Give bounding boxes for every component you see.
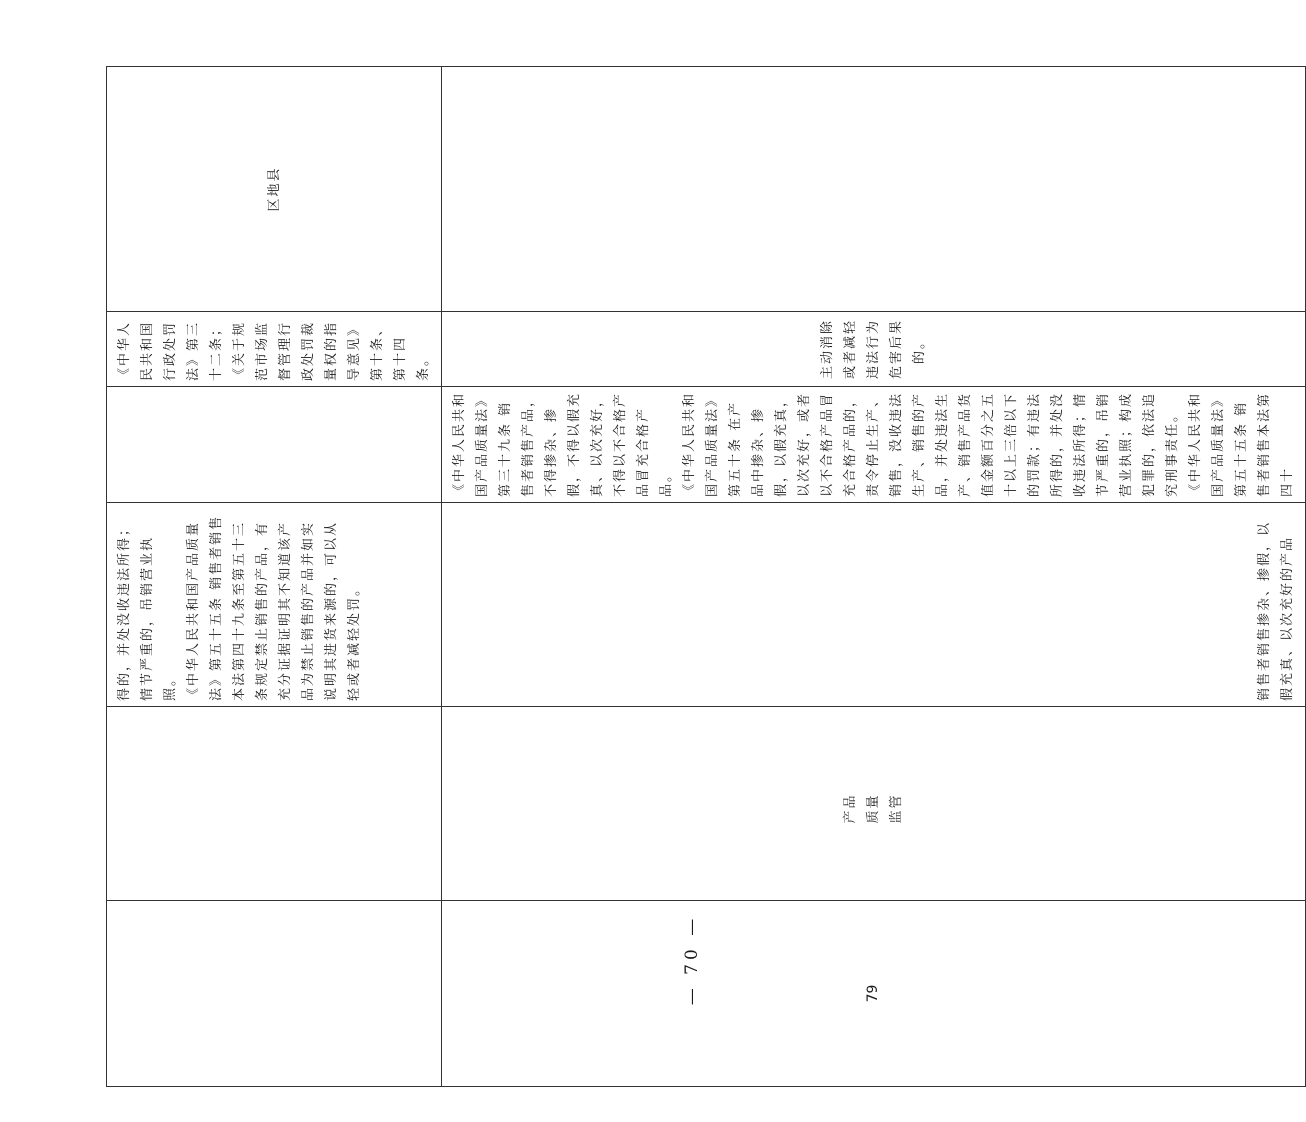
category-label: 产品质量监管 [843,793,904,824]
region-label: 区地县 [266,166,282,212]
cell-empty [107,901,442,1087]
table-row [442,67,1306,1087]
condition-overlay [496,390,516,650]
authority-text: 《中华人民共和国产品质量法》第三十九条 销售者销售产品，不得掺杂、掺假，不得以假充真、以次充好，不得以不合格产品冒充合格产品。 《中华人民共和国产品质量法》第五十条 在产品中掺杂、掺假，以假充真，以次充好，或者以不合格产品冒充合格产品的，责令停止生产、销售，没收违法生产、销售的产品，并处违法生产、销售产品货值金额百分之五十以上三倍以下的罚款；有违法所得的，并处没收违法所得；情节严重的，吊销营业执照；构成犯罪的，依法追究刑事责任。 《中华人民共和国产品质量法》第五十五条 销售者销售本法第四十 [452,391,1295,497]
cell-item [442,503,1306,707]
table-row [107,67,442,1087]
cell-empty [107,387,442,503]
authority-text: 得的，并处没收违法所得；情节严重的，吊销营业执照。 《中华人民共和国产品质量法》第五十五条 销售者销售本法第四十九条至第五十三条规定禁止销售的产品，有充分证据证明其不知道该产品为禁止销售的产品并如实说明其进货来源的，可以从轻或者减轻处罚。 [117,514,362,701]
cell-empty [442,67,1306,312]
cell-authority-text [107,503,442,707]
row-index: 79 [865,984,881,1003]
condition-text: 主动消除或者减轻违法行为危害后果的。 [820,319,927,380]
item-label: 销售者销售掺杂、掺假，以假充真、以次充好的产品 [1257,520,1295,701]
cell-empty [107,312,442,387]
page-number: — 70 — [682,914,702,1006]
legal-basis-text: 《中华人民共和国行政处罚法》第三十二条；《关于规范市场监督管理行政处罚裁量权的指导意见》第十条、第十四条。 [117,320,431,381]
cell-index [442,901,1306,1087]
cell-empty [107,67,442,312]
cell-authority-text [442,387,1306,503]
cell-category [442,707,1306,901]
cell-empty [442,312,1306,387]
cell-empty [107,707,442,901]
